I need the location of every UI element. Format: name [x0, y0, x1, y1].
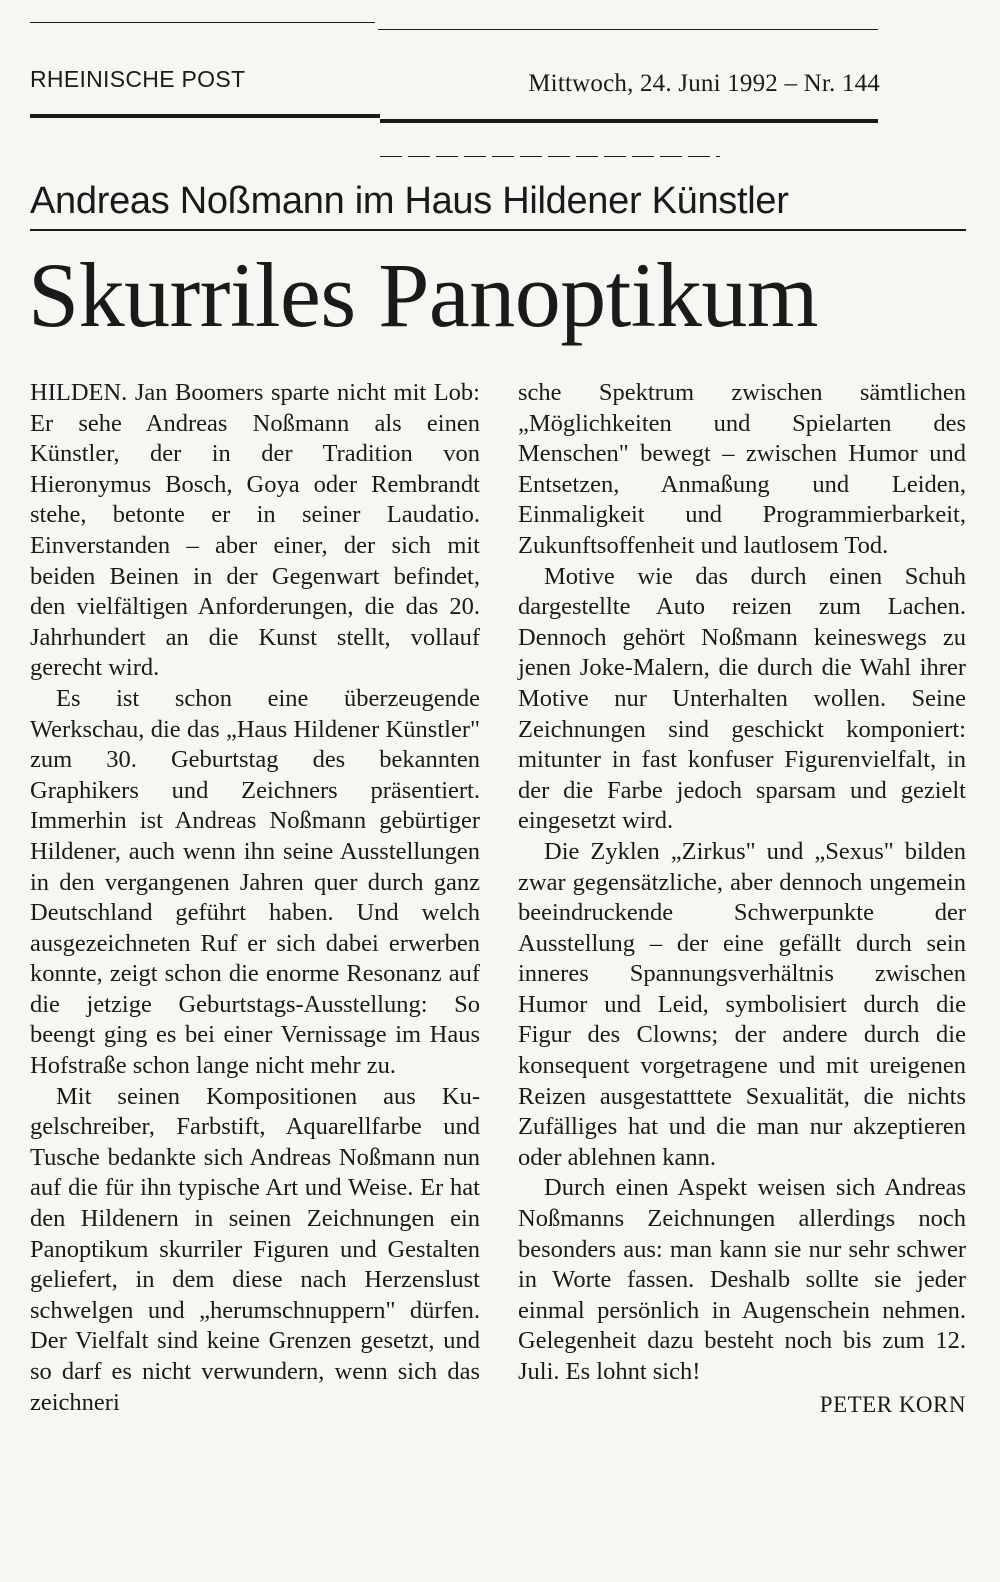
paragraph: Mit seinen Kompositionen aus Kugelschreiber, Farbstift, Aquarellfarbe und Tusche bedankte sich Andreas Noßmann nun auf die für ihn typische Art und Weise. Er hat den Hildenern in seinen Zeichnungen ein Panoptikum skurriler Figuren und Gestalten geliefert, in dem diese nach Herzenslust schwelgen und „herumschnuppern" dürfen. Der Vielfalt sind keine Grenzen gesetzt, und so darf es nicht verwundern, wenn sich das zeichneri: [30, 1082, 480, 1416]
article-column-left: [30, 378, 480, 1418]
section-divider: [380, 156, 720, 157]
paragraph: HILDEN. Jan Boomers sparte nicht mit Lob: Er sehe Andreas Noßmann als einen Künstler, der in der Tradition von Hieronymus Bosch, Goya oder Rembrandt stehe, betonte er in seiner Laudatio. Einverstanden – aber einer, der sich mit beiden Beinen in der Gegenwart befindet, den vielfältigen Anforderungen, die das 20. Jahrhundert an die Kunst stellt, vollauf gerecht wird.: [30, 379, 480, 682]
top-rule-right: [378, 29, 878, 30]
author-byline: PETER KORN: [819, 1391, 966, 1417]
article-headline: Skurriles Panoptikum: [28, 244, 818, 346]
paragraph: sche Spektrum zwischen sämtlichen „Möglichkeiten und Spielarten des Menschen" bewegt – zwischen Humor und Entsetzen, Anmaßung und Leiden, Einmaligkeit und Programmierbarkeit, Zukunftsoffenheit und lautlosem Tod.: [518, 379, 966, 559]
paragraph: Durch einen Aspekt weisen sich Andreas Noßmanns Zeichnungen allerdings noch besonders aus: man kann sie nur sehr schwer in Worte fassen. Deshalb sollte sie jeder einmal persönlich in Augenschein nehmen. Gelegenheit dazu besteht noch bis zum 12. Juli. Es lohnt sich!: [518, 1174, 966, 1385]
paragraph: Motive wie das durch einen Schuh dargestellte Auto reizen zum Lachen. Dennoch gehört Noßmann keineswegs zu jenen Joke-Malern, die durch die Wahl ihrer Motive nur Unterhalten wollen. Seine Zeichnungen sind geschickt komponiert: mitunter in fast konfuser Figurenvielfalt, in der die Farbe jedoch sparsam und gezielt eingesetzt wird.: [518, 562, 966, 835]
paragraph: Es ist schon eine überzeugende Werkschau, die das „Haus Hildener Künstler" zum 30. Geburtstag des bekannten Graphikers und Zeichners präsentiert. Immerhin ist Andreas Noßmann gebürtiger Hildener, auch wenn ihn seine Ausstellungen in den vergangenen Jahren quer durch ganz Deutschland geführt haben. Und welch ausgezeichneten Ruf er sich dabei erwerben konnte, zeigt schon die enorme Resonanz auf die jetzige Geburtstags-Ausstellung: So beengt ging es bei einer Vernissage im Haus Hofstraße schon lange nicht mehr zu.: [30, 684, 480, 1080]
masthead-rule-right: [380, 119, 878, 123]
article-column-right: [518, 378, 966, 1420]
top-rule-left: [30, 22, 375, 23]
article-kicker: Andreas Noßmann im Haus Hildener Künstler: [30, 180, 789, 222]
kicker-rule: [30, 229, 966, 231]
paragraph: Die Zyklen „Zirkus" und „Sexus" bilden zwar gegensätzliche, aber dennoch ungemein beeindruckende Schwerpunkte der Ausstellung – der eine gefällt durch sein inneres Spannungsverhältnis zwischen Humor und Leid, symbolisiert durch die Figur des Clowns; der andere durch die konsequent vorgetragene und mit ureigenen Reizen ausgestatttete Sexualität, die nichts Zufälliges hat und die man nur akzeptieren oder ablehnen kann.: [518, 837, 966, 1171]
newspaper-name: RHEINISCHE POST: [30, 66, 246, 92]
masthead-rule-left: [30, 114, 380, 118]
issue-date: Mittwoch, 24. Juni 1992 – Nr. 144: [528, 70, 880, 97]
